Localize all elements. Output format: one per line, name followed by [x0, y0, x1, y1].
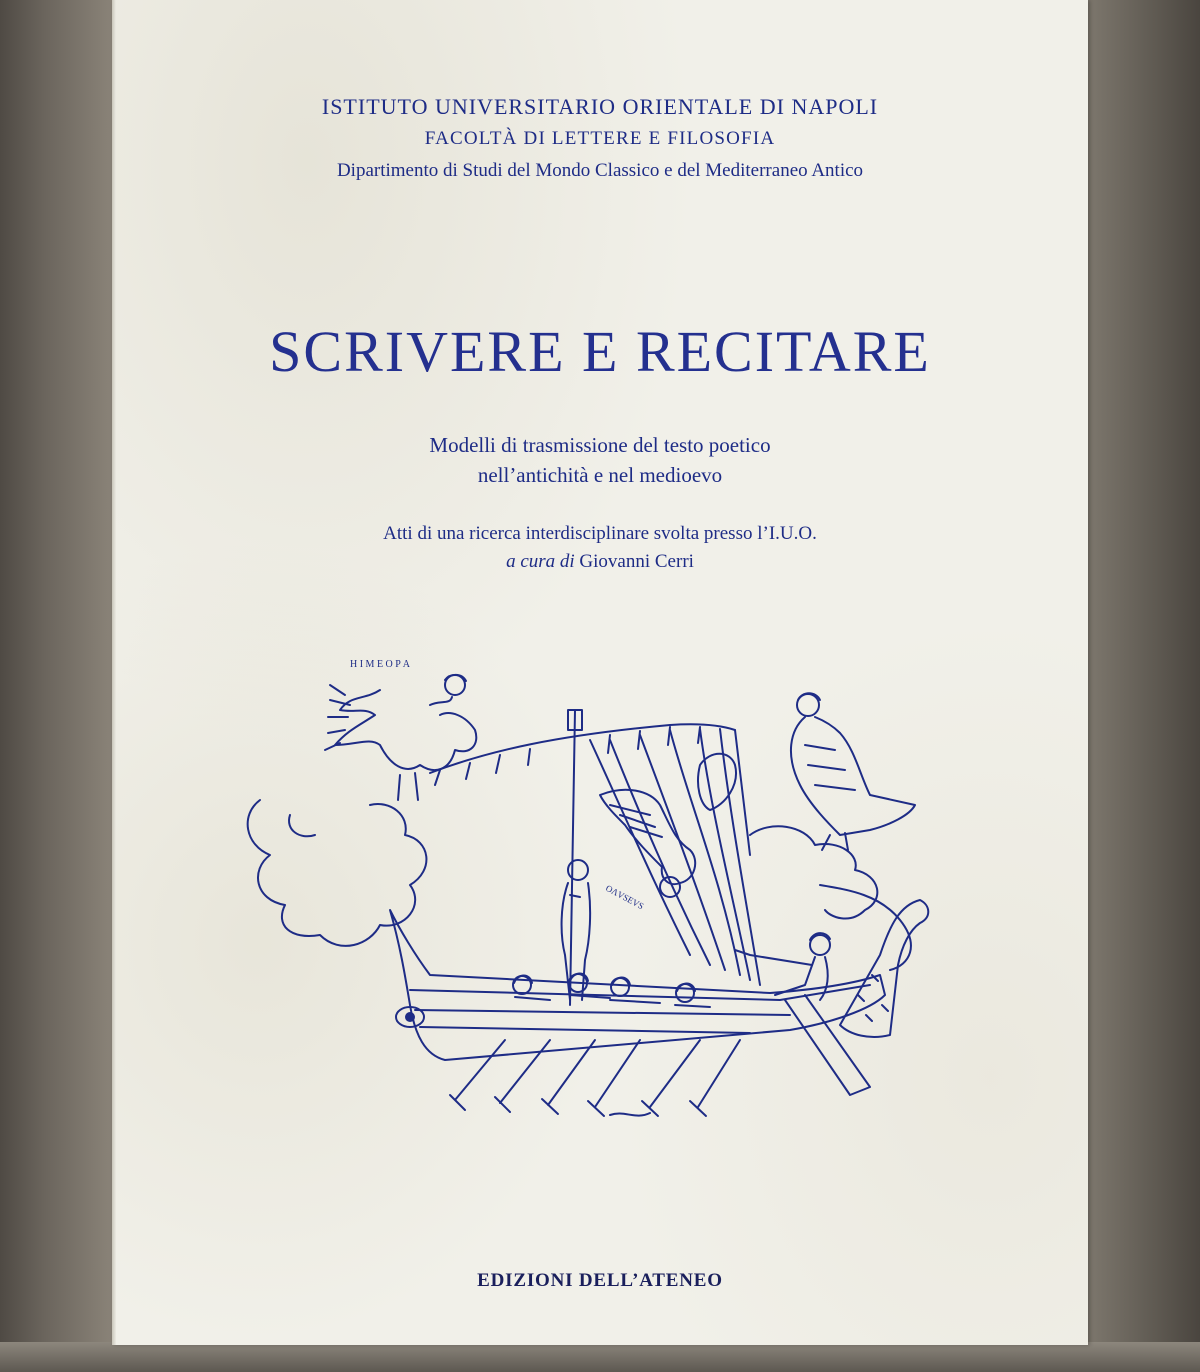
- oars: [450, 1040, 740, 1116]
- odysseus-figure: [562, 860, 646, 1000]
- book-title: SCRIVERE E RECITARE: [269, 319, 931, 384]
- ship-sirens-illustration: [230, 655, 930, 1125]
- svg-text:Η Ι Μ Ε Ο Ρ Α: Η Ι Μ Ε Ο Ρ Α: [350, 659, 411, 670]
- curator-prefix: a cura di: [506, 551, 575, 572]
- publisher-block: [112, 1270, 1088, 1292]
- curator-line: [112, 551, 1088, 573]
- background-right: [1088, 0, 1200, 1372]
- publisher-name: EDIZIONI DELL’ATENEO: [477, 1270, 723, 1291]
- faculty-name: FACOLTÀ DI LETTERE E FILOSOFIA: [424, 128, 776, 149]
- institution-name: ISTITUTO UNIVERSITARIO ORIENTALE DI NAPOLI: [321, 94, 879, 119]
- helmsman-figure: [735, 933, 830, 1000]
- cover-spine-edge: [112, 0, 116, 1345]
- background-bottom: [0, 1342, 1200, 1372]
- siren-right: [791, 693, 915, 850]
- ship-mast: [570, 710, 575, 1005]
- proceedings-note: Atti di una ricerca interdisciplinare svolta presso l’I.U.O.: [383, 523, 817, 544]
- svg-text:OΛVSEVS: OΛVSEVS: [604, 882, 646, 912]
- steering-oar: [785, 995, 870, 1095]
- department-name: Dipartimento di Studi del Mondo Classico e del Mediterraneo Antico: [336, 160, 864, 181]
- background-left: [0, 0, 112, 1372]
- right-rock: [750, 826, 877, 918]
- curator-name: Giovanni Cerri: [579, 551, 694, 572]
- subtitle-line-2: nell’antichità e nel medioevo: [477, 463, 723, 487]
- left-rock: [248, 800, 427, 946]
- siren-left: [325, 659, 476, 800]
- stern-ornament: [840, 900, 928, 1037]
- subtitle-line-1: Modelli di trasmissione del testo poetico: [429, 433, 771, 457]
- rowers: [513, 974, 710, 1008]
